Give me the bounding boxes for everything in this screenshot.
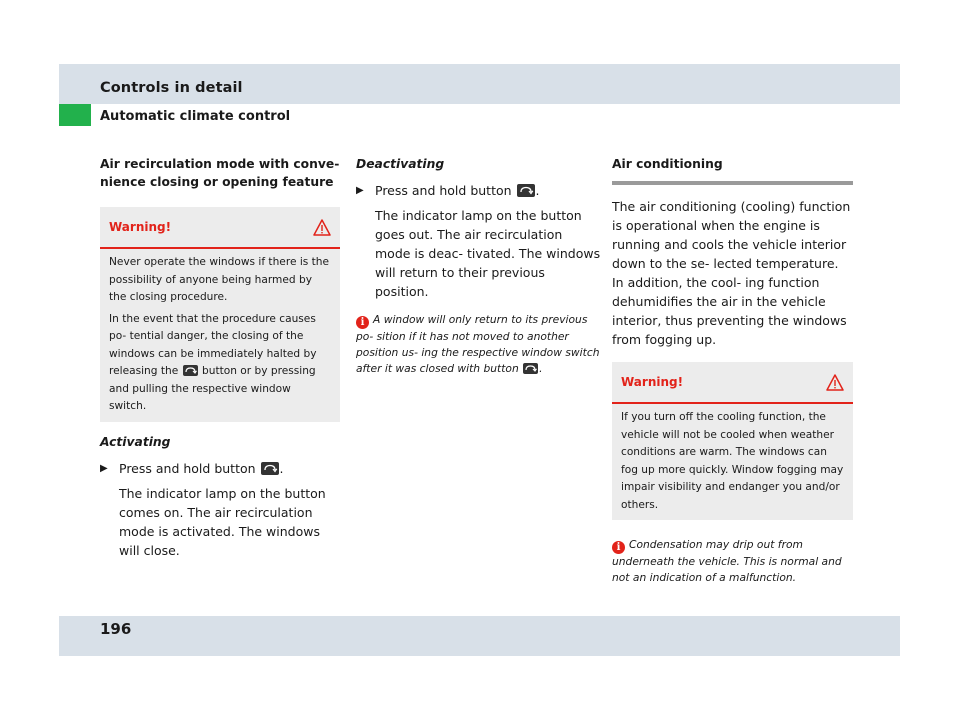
page-number: 196 <box>100 620 132 638</box>
recirculation-button-icon <box>523 363 538 374</box>
info-note: i A window will only return to its previous po- sition if it has not moved to another position us- ing the respective window switch after it was closed with button . <box>356 313 600 375</box>
recirculation-heading: Air recirculation mode with conve- nience closing or opening feature <box>100 157 340 189</box>
chapter-title: Controls in detail <box>100 80 243 96</box>
warning-text-2: In the event that the procedure causes po- tential danger, the closing of the windows can be immediately halted by releasing the button or by pressing and pulling the respective window switch. <box>109 312 317 412</box>
warning-text: Never operate the windows if there is the possibility of anyone being harmed by the closing procedure. <box>109 256 330 303</box>
section-title: Automatic climate control <box>100 109 291 124</box>
info-icon: i <box>612 541 625 554</box>
warning-text: If you turn off the cooling function, the vehicle will not be cooled when weather conditions are warm. The windows can fog up more quickly. Window fogging may impair visibility and endanger you and/or others. <box>621 411 844 511</box>
column-3 <box>612 155 853 586</box>
deactivating-step: ▶ Press and hold button . <box>356 183 540 198</box>
activating-heading: Activating <box>100 434 171 449</box>
footer-band <box>59 616 900 656</box>
column-2 <box>356 155 601 377</box>
arrow-bullet-icon: ▶ <box>356 185 364 196</box>
warning-header <box>100 207 340 249</box>
arrow-bullet-icon: ▶ <box>100 462 108 474</box>
air-conditioning-paragraph: The air conditioning (cooling) function is operational when the engine is running and cools the vehicle interior down to the se- lected temperature. In addition, the cool- ing function dehumidifies the air in the vehicle interior, thus preventing the windows from fogging up. <box>612 199 851 347</box>
activating-step: ▶ Press and hold button . <box>100 460 284 476</box>
warning-title: Warning! <box>621 374 684 389</box>
warning-header <box>612 362 853 404</box>
info-icon: i <box>356 316 369 329</box>
deactivating-description: The indicator lamp on the button goes out. The air recirculation mode is deac- tivated. The windows will return to their previous position. <box>375 208 601 299</box>
column-1 <box>100 155 340 560</box>
recirculation-button-icon <box>183 365 198 376</box>
activating-description: The indicator lamp on the button comes on. The air recirculation mode is activated. The windows will close. <box>119 485 326 558</box>
info-note: i Condensation may drip out from underneath the vehicle. This is normal and not an indication of a malfunction. <box>612 538 842 584</box>
air-conditioning-heading: Air conditioning <box>612 155 853 185</box>
recirculation-button-icon <box>261 462 279 475</box>
warning-title: Warning! <box>109 219 172 234</box>
warning-box <box>100 207 340 422</box>
warning-box <box>612 362 853 520</box>
chapter-tab <box>59 104 91 126</box>
recirculation-button-icon <box>517 184 535 197</box>
deactivating-heading: Deactivating <box>356 157 445 171</box>
warning-triangle-icon <box>826 374 844 391</box>
warning-triangle-icon <box>313 219 331 236</box>
